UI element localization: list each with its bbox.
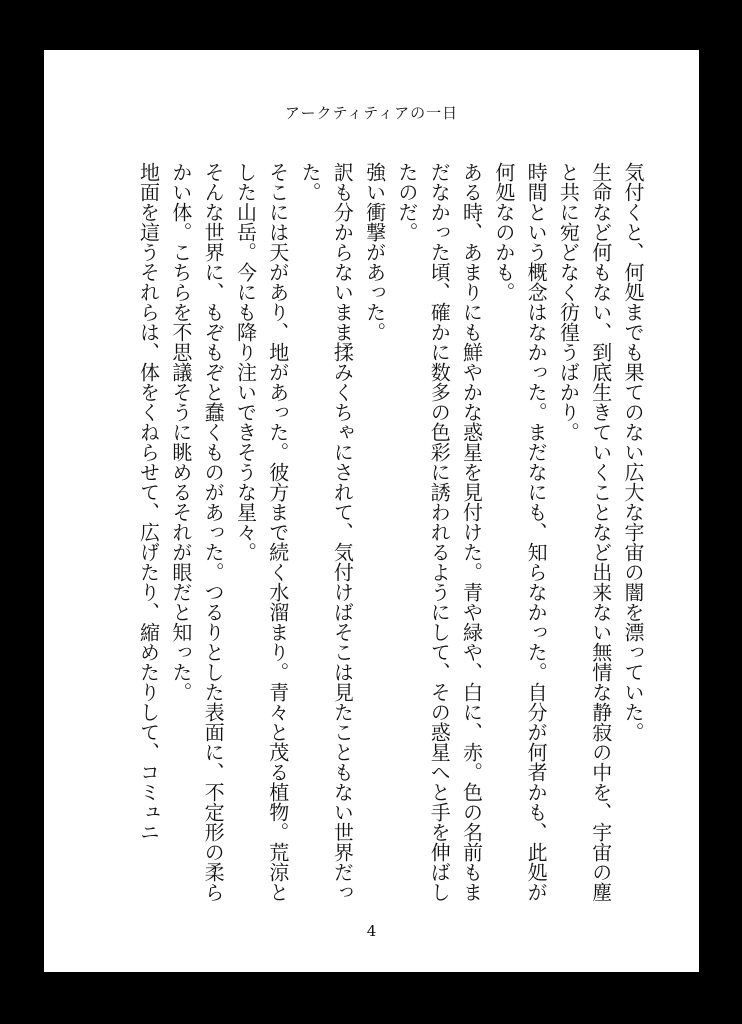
page-number: 4: [366, 922, 377, 940]
paragraph: 気付くと、何処までも果てのない広大な宇宙の闇を漂っていた。: [621, 162, 645, 742]
paragraph: 時間という概念はなかった。まだなにも、知らなかった。自分が何者かも、此処が何処なのかも。: [491, 162, 549, 902]
book-page: [44, 50, 699, 972]
paragraph: 地面を這うそれらは、体をくねらせて、広げたり、縮めたりして、コミュニ: [136, 162, 161, 842]
paragraph: 強い衝撃があった。: [362, 162, 387, 342]
paragraph: 訳も分からないまま揉みくちゃにされて、気付けばそこは見たこともない世界だった。: [298, 162, 355, 902]
paragraph: 生命など何もない、到底生きていくことなど出来ない無情な静寂の中を、宇宙の塵と共に宛どなく彷徨うばかり。: [556, 162, 613, 902]
body-text: [132, 162, 649, 914]
paragraph: ある時、あまりにも鮮やかな惑星を見付けた。青や緑や、白に、赤。色の名前もまだなかった頃、確かに数多の色彩に誘われるようにして、その惑星へと手を伸ばしたのだ。: [394, 162, 484, 902]
paragraph: そこには天があり、地があった。彼方まで続く水溜まり。青々と茂る植物。荒涼とした山岳。今にも降り注いできそうな星々。: [233, 162, 290, 902]
paragraph: そんな世界に、もぞもぞと蠢くものがあった。つるりとした表面に、不定形の柔らかい体。こちらを不思議そうに眺めるそれが眼だと知った。: [168, 162, 226, 902]
running-title: アークティティアの一日: [284, 104, 459, 122]
